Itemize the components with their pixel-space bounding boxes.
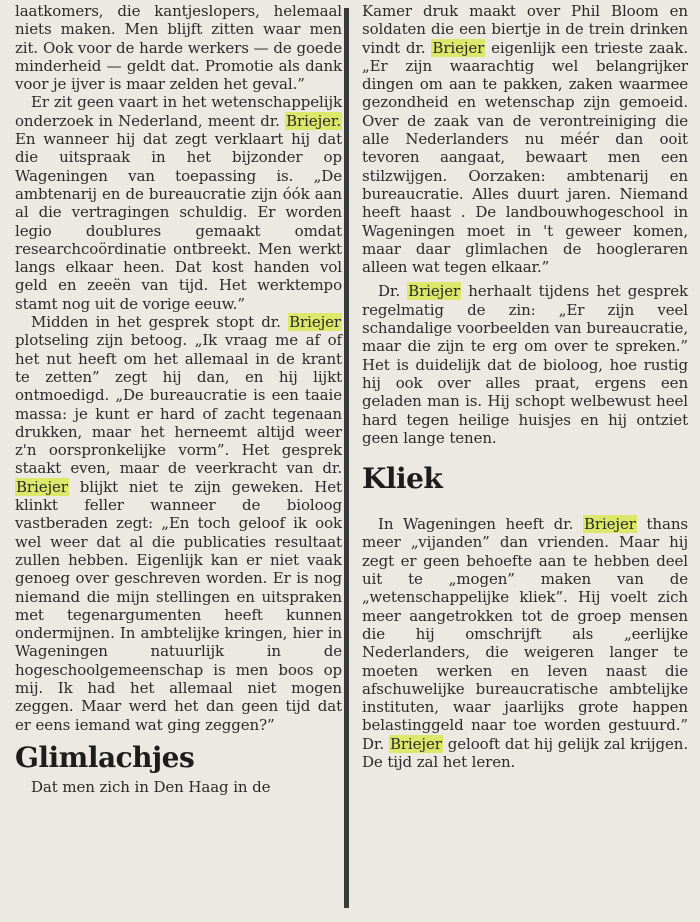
highlighted-name: Briejer: [583, 515, 636, 534]
highlighted-name: Briejer: [289, 313, 341, 332]
section-heading: Glimlachjes: [15, 740, 195, 774]
highlighted-name: Briejer.: [286, 111, 341, 130]
highlighted-name: Briejer: [16, 477, 68, 496]
highlighted-name: Briejer: [408, 282, 461, 301]
left-column: [15, 2, 342, 796]
paragraph: Dat men zich in Den Haag in de: [31, 777, 271, 796]
paragraph: In Wageningen heeft dr. Briejer thans meer „vijanden” dan vrienden. Maar hij zegt er geen behoefte aan te hebben deel uit te „mogen” maken van de „wetenschappelijke kliek”. Hij voelt zich meer aangetrokken tot de groep mensen die hij omschrijft als „eerlijke Nederlanders, die weigeren langer te moeten werken en leven naast die afschuwelijke bureaucratische ambtelijke instituten, waar jaarlijks grote happen belastinggeld naar toe worden gestuurd.” Dr. Briejer gelooft dat hij gelijk zal krijgen. De tijd zal het leren.: [362, 515, 688, 771]
paragraph: Kamer druk maakt over Phil Bloom en soldaten die een biertje in de trein drinken vindt dr. Briejer eigenlijk een trieste zaak. „Er zijn waarachtig wel belangrijker dingen om aan te pakken, zaken waarmee gezondheid en wetenschap zijn gemoeid. Over de zaak van de verontreiniging die alle Nederlanders nu méér dan ooit tevoren aangaat, bewaart men een stilzwijgen. Oorzaken: ambtenarij en bureaucratie. Alles duurt jaren. Niemand heeft haast . De landbouwhogeschool in Wageningen moet in 't geweer komen, maar daar glimlachen de hoogleraren alleen wat tegen elkaar.”: [362, 2, 688, 277]
section-heading: Kliek: [362, 462, 443, 496]
paragraph: Midden in het gesprek stopt dr. Briejer plotseling zijn betoog. „Ik vraag me af of het nut heeft om het allemaal in de krant te zetten” zegt hij dan, en hij lijkt ontmoedigd. „De bureaucratie is een taaie massa: je kunt er hard of zacht tegenaan drukken, maar het herneemt altijd weer z'n oorspronkelijke vorm”. Het gesprek staakt even, maar de veerkracht van dr. Briejer blijkt niet te zijn geweken. Het klinkt feller wanneer de bioloog vastberaden zegt: „En toch geloof ik ook wel weer dat al die publicaties resultaat zullen hebben. Eigenlijk kan er niet vaak genoeg over geschreven worden. Er is nog niemand die mijn stellingen en uitspraken met tegenargumenten heeft kunnen ondermijnen. In ambtelijke kringen, hier in Wageningen natuurlijk in de hogeschoolgemeenschap is men boos op mij. Ik had het allemaal niet mogen zeggen. Maar werd het dan geen tijd dat er eens iemand wat ging zeggen?”: [15, 313, 342, 734]
paragraph: Dr. Briejer herhaalt tijdens het gesprek regelmatig de zin: „Er zijn veel schandalige voorbeelden van bureaucratie, maar die zijn te erg om over te spreken.” Het is duidelijk dat de bioloog, hoe rustig hij ook over alles praat, ergens een geladen man is. Hij schopt welbewust heel hard tegen heilige huisjes en hij ontziet geen lange tenen.: [362, 282, 689, 447]
highlighted-name: Briejer: [389, 734, 442, 753]
paragraph: laatkomers, die kantjeslopers, helemaal niets maken. Men blijft zitten waar men zit. Ook voor de harde werkers — de goede minderheid — geldt dat. Promotie als dank voor je ijver is maar zelden het geval.”: [15, 2, 342, 94]
right-column: [362, 2, 688, 771]
paragraph: Er zit geen vaart in het wetenschappelijk onderzoek in Nederland, meent dr. Briejer. En wanneer hij dat zegt verklaart hij dat die uitspraak in het bijzonder op Wageningen van toepassing is. „De ambtenarij en de bureaucratie zijn óók aan al die vertragingen schuldig. Er worden legio doublures gemaakt omdat researchcoördinatie ontbreekt. Men werkt langs elkaar heen. Dat kost handen vol geld en zeeën van tijd. Het werktempo stamt nog uit de vorige eeuw.”: [15, 93, 342, 313]
highlighted-name: Briejer: [432, 38, 485, 57]
column-rule: [344, 8, 349, 908]
